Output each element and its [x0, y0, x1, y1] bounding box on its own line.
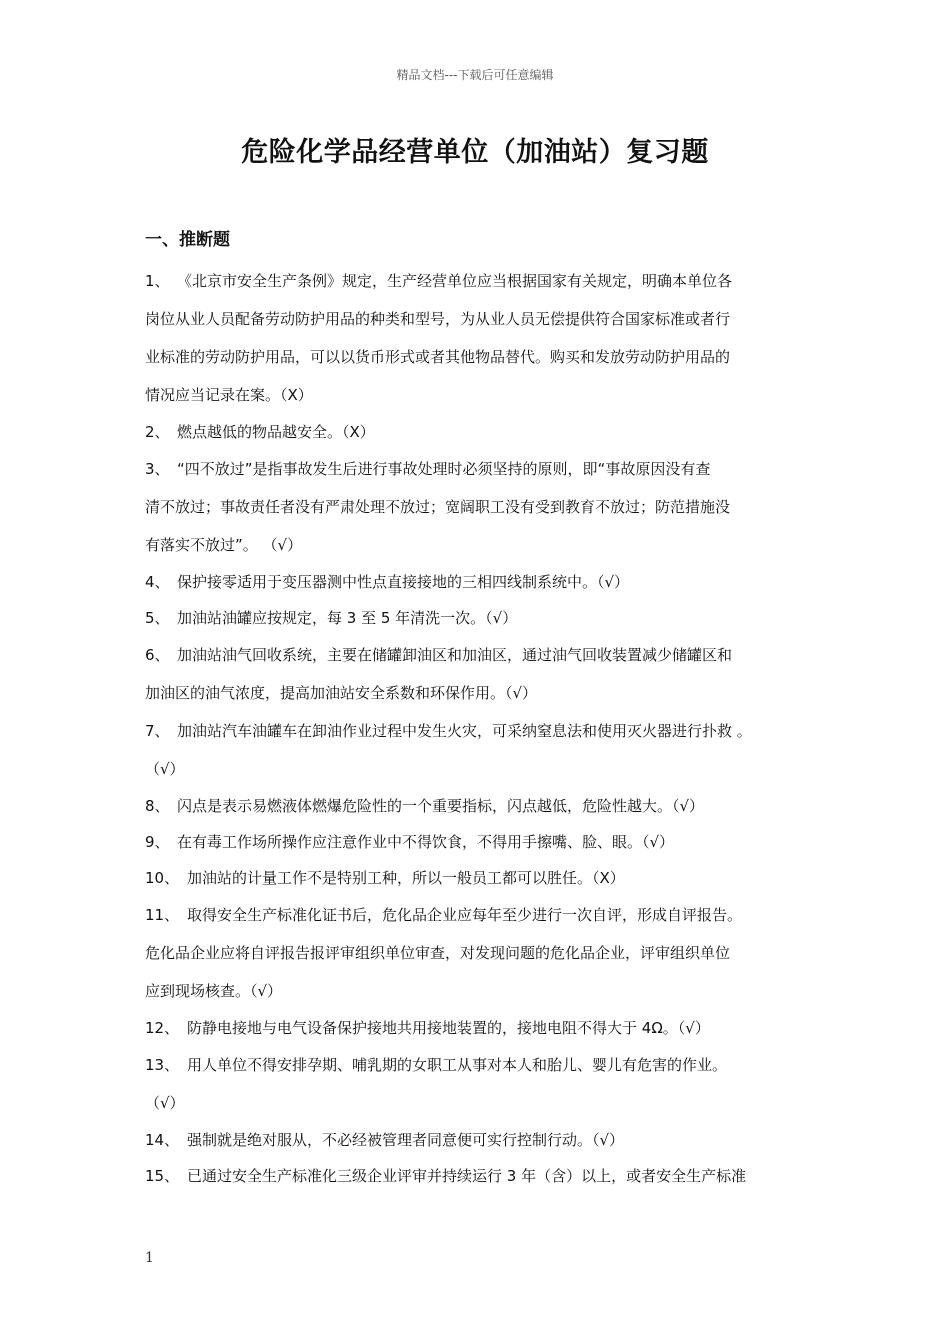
question-text: 强制就是绝对服从，不必经被管理者同意便可实行控制行动。（√） [187, 1131, 625, 1149]
question-number: 6、 [145, 646, 170, 664]
question-1 [145, 262, 815, 414]
question-text: 加油站油气回收系统，主要在储罐卸油区和加油区，通过油气回收装置减少储罐区和 [177, 646, 733, 664]
question-4 [145, 564, 815, 600]
document-title: 危险化学品经营单位（加油站）复习题 [241, 137, 709, 168]
question-number: 3、 [145, 460, 170, 478]
page-header: 精品文档---下载后可任意编辑 [396, 68, 554, 82]
question-number: 7、 [145, 722, 170, 740]
question-text: 《北京市安全生产条例》规定，生产经营单位应当根据国家有关规定，明确本单位各 [177, 272, 733, 290]
question-number: 13、 [145, 1056, 180, 1074]
question-number: 10、 [145, 869, 180, 887]
question-text: （√） [145, 760, 185, 778]
question-number: 9、 [145, 833, 170, 851]
question-2 [145, 414, 815, 450]
question-text: 加油区的油气浓度，提高加油站安全系数和环保作用。（√） [145, 684, 538, 702]
question-number: 12、 [145, 1019, 180, 1037]
question-text: （√） [145, 1094, 185, 1112]
question-number: 1、 [145, 272, 170, 290]
question-text: 应到现场核查。（√） [145, 982, 283, 1000]
question-14 [145, 1122, 815, 1158]
question-number: 4、 [145, 573, 170, 591]
question-number: 11、 [145, 906, 180, 924]
question-text: 加油站汽车油罐车在卸油作业过程中发生火灾，可采纳窒息法和使用灭火器进行扑救 。 [177, 722, 752, 740]
question-text: 清不放过；事故责任者没有严肃处理不放过；宽阔职工没有受到教育不放过；防范措施没 [145, 498, 731, 516]
question-text: 燃点越低的物品越安全。（X） [177, 423, 375, 441]
question-number: 14、 [145, 1131, 180, 1149]
question-10 [145, 860, 815, 896]
question-text: 加油站油罐应按规定，每 3 至 5 年清洗一次。（√） [177, 609, 518, 627]
question-text: 保护接零适用于变压器测中性点直接接地的三相四线制系统中。（√） [177, 573, 630, 591]
question-7 [145, 712, 815, 788]
question-13 [145, 1046, 815, 1122]
question-6 [145, 636, 815, 712]
question-3 [145, 450, 815, 564]
question-12 [145, 1010, 815, 1046]
question-text: 闪点是表示易燃液体燃爆危险性的一个重要指标，闪点越低，危险性越大。（√） [177, 797, 705, 815]
question-8 [145, 788, 815, 824]
section-heading: 一、推断题 [145, 230, 230, 250]
question-11 [145, 896, 815, 1010]
question-list [145, 262, 815, 1194]
question-text: 加油站的计量工作不是特别工种，所以一般员工都可以胜任。（X） [187, 869, 625, 887]
question-text: 已通过安全生产标准化三级企业评审并持续运行 3 年（含）以上，或者安全生产标准 [187, 1167, 747, 1185]
question-text: “四不放过”是指事故发生后进行事故处理时必须坚持的原则，即“事故原因没有查 [177, 460, 711, 478]
question-text: 用人单位不得安排孕期、哺乳期的女职工从事对本人和胎儿、婴儿有危害的作业。 [187, 1056, 728, 1074]
question-15 [145, 1158, 815, 1194]
question-text: 危化品企业应将自评报告报评审组织单位审查，对发现问题的危化品企业，评审组织单位 [145, 944, 731, 962]
question-5 [145, 600, 815, 636]
question-number: 5、 [145, 609, 170, 627]
question-text: 在有毒工作场所操作应注意作业中不得饮食，不得用手擦嘴、脸、眼。（√） [177, 833, 675, 851]
question-number: 2、 [145, 423, 170, 441]
question-number: 15、 [145, 1167, 180, 1185]
question-text: 业标准的劳动防护用品，可以以货币形式或者其他物品替代。购买和发放劳动防护用品的 [145, 348, 731, 366]
question-text: 防静电接地与电气设备保护接地共用接地装置的，接地电阻不得大于 4Ω。（√） [187, 1019, 710, 1037]
question-9 [145, 824, 815, 860]
page-number: 1 [145, 1250, 154, 1266]
question-text: 取得安全生产标准化证书后，危化品企业应每年至少进行一次自评，形成自评报告。 [187, 906, 743, 924]
question-text: 情况应当记录在案。（X） [145, 386, 313, 404]
question-number: 8、 [145, 797, 170, 815]
question-text: 岗位从业人员配备劳动防护用品的种类和型号，为从业人员无偿提供符合国家标准或者行 [145, 310, 731, 328]
question-text: 有落实不放过”。 （√） [145, 536, 303, 554]
